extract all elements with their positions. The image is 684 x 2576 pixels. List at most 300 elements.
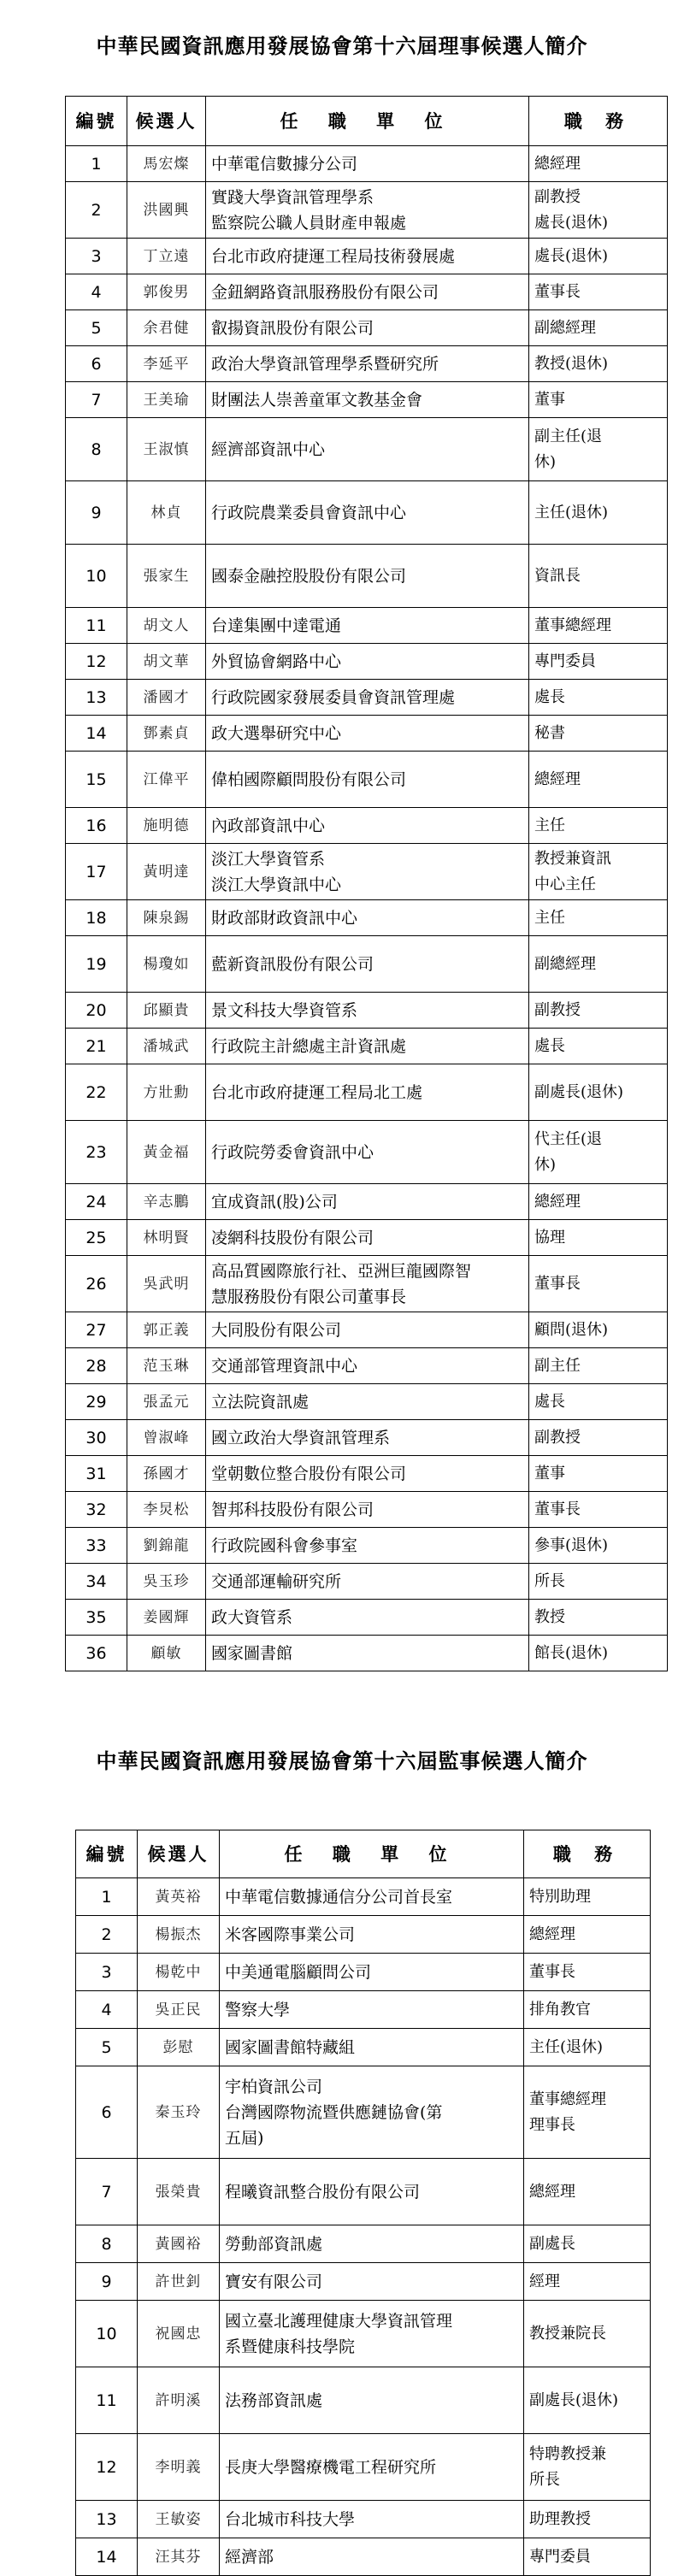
organization-cell xyxy=(206,239,529,274)
candidate-name: 胡文華 xyxy=(127,644,206,680)
organization-cell xyxy=(220,2501,524,2538)
director-candidates-table xyxy=(65,96,668,1671)
table-row xyxy=(66,608,668,644)
director-table-title: 中華民國資訊應用發展協會第十六屆理事候選人簡介 xyxy=(96,34,588,58)
organization-line: 政大選舉研究中心 xyxy=(211,723,342,743)
position-cell xyxy=(529,1256,668,1312)
candidate-name: 黃英裕 xyxy=(138,1878,220,1916)
table-row xyxy=(76,2367,651,2434)
organization-line: 內政部資訊中心 xyxy=(211,816,326,835)
organization-cell xyxy=(206,1064,529,1121)
organization-line: 凌網科技股份有限公司 xyxy=(211,1228,374,1247)
position-line: 資訊長 xyxy=(534,566,581,585)
organization-line: 慧服務股份有限公司董事長 xyxy=(211,1287,407,1306)
candidate-name: 林貞 xyxy=(127,481,206,545)
table-row xyxy=(76,2159,651,2225)
organization-cell xyxy=(206,182,529,239)
position-line: 教授兼院長 xyxy=(529,2324,606,2343)
table-row xyxy=(66,1184,668,1220)
organization-line: 台灣國際物流暨供應鏈協會(第 xyxy=(225,2102,443,2122)
row-number: 31 xyxy=(66,1456,127,1492)
organization-line: 立法院資訊處 xyxy=(211,1392,310,1412)
table-row xyxy=(66,1492,668,1528)
row-number: 20 xyxy=(66,993,127,1029)
row-number: 22 xyxy=(66,1064,127,1121)
table-row xyxy=(76,2434,651,2501)
position-line: 董事總經理 xyxy=(529,2090,606,2108)
position-cell xyxy=(529,1121,668,1184)
position-cell xyxy=(524,2263,651,2301)
organization-line: 系暨健康科技學院 xyxy=(225,2337,356,2356)
position-cell xyxy=(529,418,668,481)
position-cell xyxy=(524,2538,651,2576)
candidate-name: 黃國裕 xyxy=(138,2225,220,2263)
organization-cell xyxy=(220,2029,524,2066)
table-row xyxy=(66,1600,668,1636)
row-number: 14 xyxy=(76,2538,138,2576)
table-row xyxy=(66,993,668,1029)
position-line: 代主任(退 xyxy=(534,1129,603,1148)
position-cell xyxy=(529,146,668,182)
organization-line: 長庚大學醫療機電工程研究所 xyxy=(225,2457,437,2477)
candidate-name: 王淑慎 xyxy=(127,418,206,481)
candidate-name: 丁立遠 xyxy=(127,239,206,274)
organization-line: 台達集團中達電通 xyxy=(211,616,342,635)
organization-line: 交通部管理資訊中心 xyxy=(211,1356,358,1376)
table-row xyxy=(66,1564,668,1600)
row-number: 33 xyxy=(66,1528,127,1564)
row-number: 14 xyxy=(66,716,127,752)
organization-line: 台北市政府捷運工程局北工處 xyxy=(211,1082,423,1102)
table-row xyxy=(66,1064,668,1121)
position-cell xyxy=(529,239,668,274)
organization-line: 行政院國科會參事室 xyxy=(211,1536,358,1555)
table-row xyxy=(66,1348,668,1384)
organization-line: 程曦資訊整合股份有限公司 xyxy=(225,2182,421,2202)
position-line: 副處長(退休) xyxy=(534,1082,624,1101)
position-cell xyxy=(529,1348,668,1384)
organization-line: 金鈕網路資訊服務股份有限公司 xyxy=(211,282,439,302)
organization-line: 國立政治大學資訊管理系 xyxy=(211,1428,391,1447)
table-row xyxy=(66,346,668,382)
candidate-name: 黃金福 xyxy=(127,1121,206,1184)
header-candidate: 候選人 xyxy=(138,1830,220,1878)
candidate-name: 吳正民 xyxy=(138,1991,220,2029)
organization-cell xyxy=(220,2538,524,2576)
row-number: 12 xyxy=(76,2434,138,2501)
row-number: 16 xyxy=(66,808,127,844)
position-line: 主任 xyxy=(534,908,565,927)
organization-line: 叡揚資訊股份有限公司 xyxy=(211,318,374,338)
table-row xyxy=(76,2263,651,2301)
position-cell xyxy=(529,481,668,545)
organization-cell xyxy=(206,1528,529,1564)
header-candidate: 候選人 xyxy=(127,97,206,146)
candidate-name: 陳泉錫 xyxy=(127,900,206,936)
position-line: 專門委員 xyxy=(529,2547,591,2566)
table-row xyxy=(66,1121,668,1184)
position-line: 副總經理 xyxy=(534,318,596,337)
position-cell xyxy=(529,1564,668,1600)
position-line: 副總經理 xyxy=(534,954,596,973)
organization-cell xyxy=(206,1420,529,1456)
row-number: 7 xyxy=(66,382,127,418)
position-line: 主任(退休) xyxy=(529,2037,604,2056)
position-cell xyxy=(529,1528,668,1564)
table-row xyxy=(66,1420,668,1456)
position-line: 董事長 xyxy=(534,282,581,301)
organization-line: 中華電信數據分公司 xyxy=(211,154,358,174)
row-number: 25 xyxy=(66,1220,127,1256)
organization-cell xyxy=(206,1256,529,1312)
position-line: 主任 xyxy=(534,816,565,834)
position-cell xyxy=(529,644,668,680)
candidate-name: 江偉平 xyxy=(127,752,206,808)
candidate-name: 秦玉玲 xyxy=(138,2066,220,2159)
table-row xyxy=(66,716,668,752)
row-number: 27 xyxy=(66,1312,127,1348)
organization-line: 景文科技大學資管系 xyxy=(211,1000,358,1020)
table-row xyxy=(66,481,668,545)
position-cell xyxy=(529,808,668,844)
position-line: 董事總經理 xyxy=(534,616,611,634)
organization-line: 警察大學 xyxy=(225,2000,291,2019)
position-line: 總經理 xyxy=(529,1925,575,1943)
position-line: 董事長 xyxy=(534,1500,581,1518)
candidate-name: 許世釗 xyxy=(138,2263,220,2301)
row-number: 34 xyxy=(66,1564,127,1600)
table-row xyxy=(66,1528,668,1564)
position-cell xyxy=(529,274,668,310)
organization-line: 監察院公職人員財產申報處 xyxy=(211,213,407,233)
organization-cell xyxy=(206,545,529,608)
row-number: 24 xyxy=(66,1184,127,1220)
table-row xyxy=(76,1954,651,1991)
position-line: 副處長 xyxy=(529,2234,575,2253)
candidate-name: 李明義 xyxy=(138,2434,220,2501)
position-cell xyxy=(524,2434,651,2501)
candidate-name: 楊振杰 xyxy=(138,1916,220,1954)
organization-line: 藍新資訊股份有限公司 xyxy=(211,954,374,974)
candidate-name: 胡文人 xyxy=(127,608,206,644)
organization-cell xyxy=(206,418,529,481)
position-line: 助理教授 xyxy=(529,2509,591,2528)
position-line: 教授 xyxy=(534,1607,565,1626)
position-line: 總經理 xyxy=(534,769,581,788)
header-organization: 任 職 單 位 xyxy=(206,97,529,146)
organization-cell xyxy=(220,1954,524,1991)
organization-cell xyxy=(220,2263,524,2301)
header-position: 職 務 xyxy=(524,1830,651,1878)
table-row xyxy=(66,1636,668,1671)
table-row xyxy=(66,1220,668,1256)
row-number: 4 xyxy=(76,1991,138,2029)
header-row xyxy=(66,97,668,146)
organization-cell xyxy=(220,2066,524,2159)
header-organization: 任 職 單 位 xyxy=(220,1830,524,1878)
position-line: 董事 xyxy=(534,1464,565,1483)
organization-cell xyxy=(220,2301,524,2367)
organization-cell xyxy=(206,1184,529,1220)
organization-cell xyxy=(206,1636,529,1671)
position-cell xyxy=(524,1916,651,1954)
candidate-name: 黃明達 xyxy=(127,844,206,900)
position-line: 理事長 xyxy=(529,2115,575,2134)
row-number: 26 xyxy=(66,1256,127,1312)
organization-line: 行政院主計總處主計資訊處 xyxy=(211,1036,407,1056)
candidate-name: 潘國才 xyxy=(127,680,206,716)
table-row xyxy=(76,1878,651,1916)
row-number: 35 xyxy=(66,1600,127,1636)
candidate-name: 余君健 xyxy=(127,310,206,346)
candidate-name: 張孟元 xyxy=(127,1384,206,1420)
organization-cell xyxy=(206,1456,529,1492)
row-number: 36 xyxy=(66,1636,127,1671)
row-number: 5 xyxy=(76,2029,138,2066)
header-number: 編號 xyxy=(66,97,127,146)
row-number: 15 xyxy=(66,752,127,808)
row-number: 32 xyxy=(66,1492,127,1528)
position-cell xyxy=(529,1456,668,1492)
candidate-name: 汪其芬 xyxy=(138,2538,220,2576)
position-cell xyxy=(529,608,668,644)
organization-cell xyxy=(220,1878,524,1916)
row-number: 11 xyxy=(66,608,127,644)
position-line: 副教授 xyxy=(534,1000,581,1019)
table-row xyxy=(66,382,668,418)
organization-cell xyxy=(206,752,529,808)
organization-cell xyxy=(206,1600,529,1636)
row-number: 4 xyxy=(66,274,127,310)
organization-line: 偉柏國際顧問股份有限公司 xyxy=(211,769,407,789)
row-number: 30 xyxy=(66,1420,127,1456)
organization-line: 勞動部資訊處 xyxy=(225,2234,323,2254)
candidate-name: 洪國興 xyxy=(127,182,206,239)
organization-cell xyxy=(206,1121,529,1184)
position-line: 副主任 xyxy=(534,1356,581,1375)
organization-line: 寶安有限公司 xyxy=(225,2272,323,2291)
organization-cell xyxy=(206,900,529,936)
position-line: 處長(退休) xyxy=(534,213,609,232)
candidate-name: 彭慰 xyxy=(138,2029,220,2066)
row-number: 3 xyxy=(76,1954,138,1991)
row-number: 11 xyxy=(76,2367,138,2434)
position-cell xyxy=(524,1991,651,2029)
position-line: 經理 xyxy=(529,2272,560,2290)
organization-cell xyxy=(220,2159,524,2225)
position-line: 董事 xyxy=(534,390,565,409)
row-number: 12 xyxy=(66,644,127,680)
position-cell xyxy=(529,1220,668,1256)
position-cell xyxy=(529,993,668,1029)
table-row xyxy=(66,644,668,680)
organization-line: 五屆) xyxy=(225,2128,264,2148)
candidate-name: 郭俊男 xyxy=(127,274,206,310)
row-number: 17 xyxy=(66,844,127,900)
organization-line: 行政院農業委員會資訊中心 xyxy=(211,503,407,522)
row-number: 10 xyxy=(76,2301,138,2367)
position-cell xyxy=(529,346,668,382)
supervisor-candidates-table xyxy=(75,1830,651,2576)
table-row xyxy=(66,1029,668,1064)
organization-line: 國家圖書館特藏組 xyxy=(225,2037,356,2057)
row-number: 9 xyxy=(66,481,127,545)
table-row xyxy=(66,844,668,900)
header-row xyxy=(76,1830,651,1878)
row-number: 5 xyxy=(66,310,127,346)
candidate-name: 潘城武 xyxy=(127,1029,206,1064)
row-number: 21 xyxy=(66,1029,127,1064)
row-number: 2 xyxy=(66,182,127,239)
position-cell xyxy=(524,1878,651,1916)
row-number: 6 xyxy=(66,346,127,382)
position-line: 休) xyxy=(534,452,557,471)
candidate-name: 方壯勳 xyxy=(127,1064,206,1121)
table-row xyxy=(76,2538,651,2576)
position-cell xyxy=(529,545,668,608)
organization-line: 中華電信數據通信分公司首長室 xyxy=(225,1887,453,1907)
organization-line: 行政院勞委會資訊中心 xyxy=(211,1142,374,1162)
table-row xyxy=(66,146,668,182)
row-number: 13 xyxy=(66,680,127,716)
position-cell xyxy=(529,1384,668,1420)
row-number: 28 xyxy=(66,1348,127,1384)
table-row xyxy=(66,752,668,808)
organization-cell xyxy=(206,1492,529,1528)
position-line: 中心主任 xyxy=(534,875,596,893)
position-cell xyxy=(529,752,668,808)
position-line: 館長(退休) xyxy=(534,1643,609,1662)
candidate-name: 辛志鵬 xyxy=(127,1184,206,1220)
position-cell xyxy=(529,1029,668,1064)
candidate-name: 楊瓊如 xyxy=(127,936,206,993)
candidate-name: 張榮貴 xyxy=(138,2159,220,2225)
candidate-name: 王美瑜 xyxy=(127,382,206,418)
position-line: 排角教官 xyxy=(529,2000,591,2019)
position-line: 總經理 xyxy=(529,2182,575,2201)
row-number: 8 xyxy=(76,2225,138,2263)
candidate-name: 孫國才 xyxy=(127,1456,206,1492)
row-number: 7 xyxy=(76,2159,138,2225)
position-cell xyxy=(529,182,668,239)
candidate-name: 李延平 xyxy=(127,346,206,382)
position-cell xyxy=(529,1492,668,1528)
organization-line: 智邦科技股份有限公司 xyxy=(211,1500,374,1519)
organization-line: 宇柏資訊公司 xyxy=(225,2077,323,2096)
candidate-name: 馬宏燦 xyxy=(127,146,206,182)
position-cell xyxy=(524,2066,651,2159)
candidate-name: 楊乾中 xyxy=(138,1954,220,1991)
position-cell xyxy=(524,2301,651,2367)
organization-line: 宜成資訊(股)公司 xyxy=(211,1192,338,1211)
organization-line: 國泰金融控股股份有限公司 xyxy=(211,566,407,586)
organization-line: 外貿協會網路中心 xyxy=(211,651,342,671)
organization-cell xyxy=(206,346,529,382)
row-number: 23 xyxy=(66,1121,127,1184)
row-number: 13 xyxy=(76,2501,138,2538)
position-line: 特聘教授兼 xyxy=(529,2444,606,2463)
position-cell xyxy=(529,1184,668,1220)
position-line: 所長 xyxy=(529,2470,560,2489)
table-row xyxy=(66,936,668,993)
position-cell xyxy=(529,716,668,752)
table-row xyxy=(66,1456,668,1492)
organization-cell xyxy=(206,1312,529,1348)
table-row xyxy=(76,2066,651,2159)
candidate-name: 施明德 xyxy=(127,808,206,844)
position-line: 副處長(退休) xyxy=(529,2390,619,2409)
table-row xyxy=(66,545,668,608)
position-line: 休) xyxy=(534,1155,557,1174)
organization-cell xyxy=(206,274,529,310)
position-line: 董事長 xyxy=(534,1274,581,1293)
table-row xyxy=(76,2029,651,2066)
organization-line: 經濟部 xyxy=(225,2547,274,2567)
position-line: 教授兼資訊 xyxy=(534,849,611,868)
organization-cell xyxy=(206,1029,529,1064)
position-line: 專門委員 xyxy=(534,651,596,670)
table-row xyxy=(76,2501,651,2538)
table-row xyxy=(66,680,668,716)
organization-line: 堂朝數位整合股份有限公司 xyxy=(211,1464,407,1483)
organization-line: 米客國際事業公司 xyxy=(225,1925,356,1944)
row-number: 18 xyxy=(66,900,127,936)
table-row xyxy=(76,1916,651,1954)
organization-line: 大同股份有限公司 xyxy=(211,1320,342,1340)
position-cell xyxy=(529,844,668,900)
position-cell xyxy=(529,310,668,346)
candidate-name: 邱顯貴 xyxy=(127,993,206,1029)
position-line: 處長(退休) xyxy=(534,246,609,265)
row-number: 6 xyxy=(76,2066,138,2159)
table-row xyxy=(66,900,668,936)
candidate-name: 許明溪 xyxy=(138,2367,220,2434)
row-number: 2 xyxy=(76,1916,138,1954)
table-row xyxy=(66,1256,668,1312)
table-row xyxy=(76,1991,651,2029)
position-cell xyxy=(529,1600,668,1636)
position-cell xyxy=(529,1064,668,1121)
position-line: 總經理 xyxy=(534,154,581,173)
position-line: 顧問(退休) xyxy=(534,1320,609,1339)
table-row xyxy=(66,274,668,310)
position-line: 參事(退休) xyxy=(534,1536,609,1554)
position-line: 副教授 xyxy=(534,1428,581,1447)
table-row xyxy=(66,182,668,239)
table-row xyxy=(66,808,668,844)
organization-cell xyxy=(220,2367,524,2434)
organization-cell xyxy=(206,993,529,1029)
organization-cell xyxy=(206,481,529,545)
organization-cell xyxy=(220,1991,524,2029)
organization-cell xyxy=(206,844,529,900)
organization-line: 國家圖書館 xyxy=(211,1643,293,1663)
position-line: 副主任(退 xyxy=(534,427,603,445)
organization-cell xyxy=(206,608,529,644)
organization-cell xyxy=(206,1348,529,1384)
candidate-name: 祝國忠 xyxy=(138,2301,220,2367)
candidate-name: 王敏姿 xyxy=(138,2501,220,2538)
table-row xyxy=(66,418,668,481)
organization-cell xyxy=(206,680,529,716)
position-cell xyxy=(529,936,668,993)
position-cell xyxy=(529,1420,668,1456)
organization-cell xyxy=(220,2434,524,2501)
candidate-name: 林明賢 xyxy=(127,1220,206,1256)
organization-line: 財團法人崇善童軍文教基金會 xyxy=(211,390,423,410)
organization-cell xyxy=(220,1916,524,1954)
organization-cell xyxy=(206,936,529,993)
